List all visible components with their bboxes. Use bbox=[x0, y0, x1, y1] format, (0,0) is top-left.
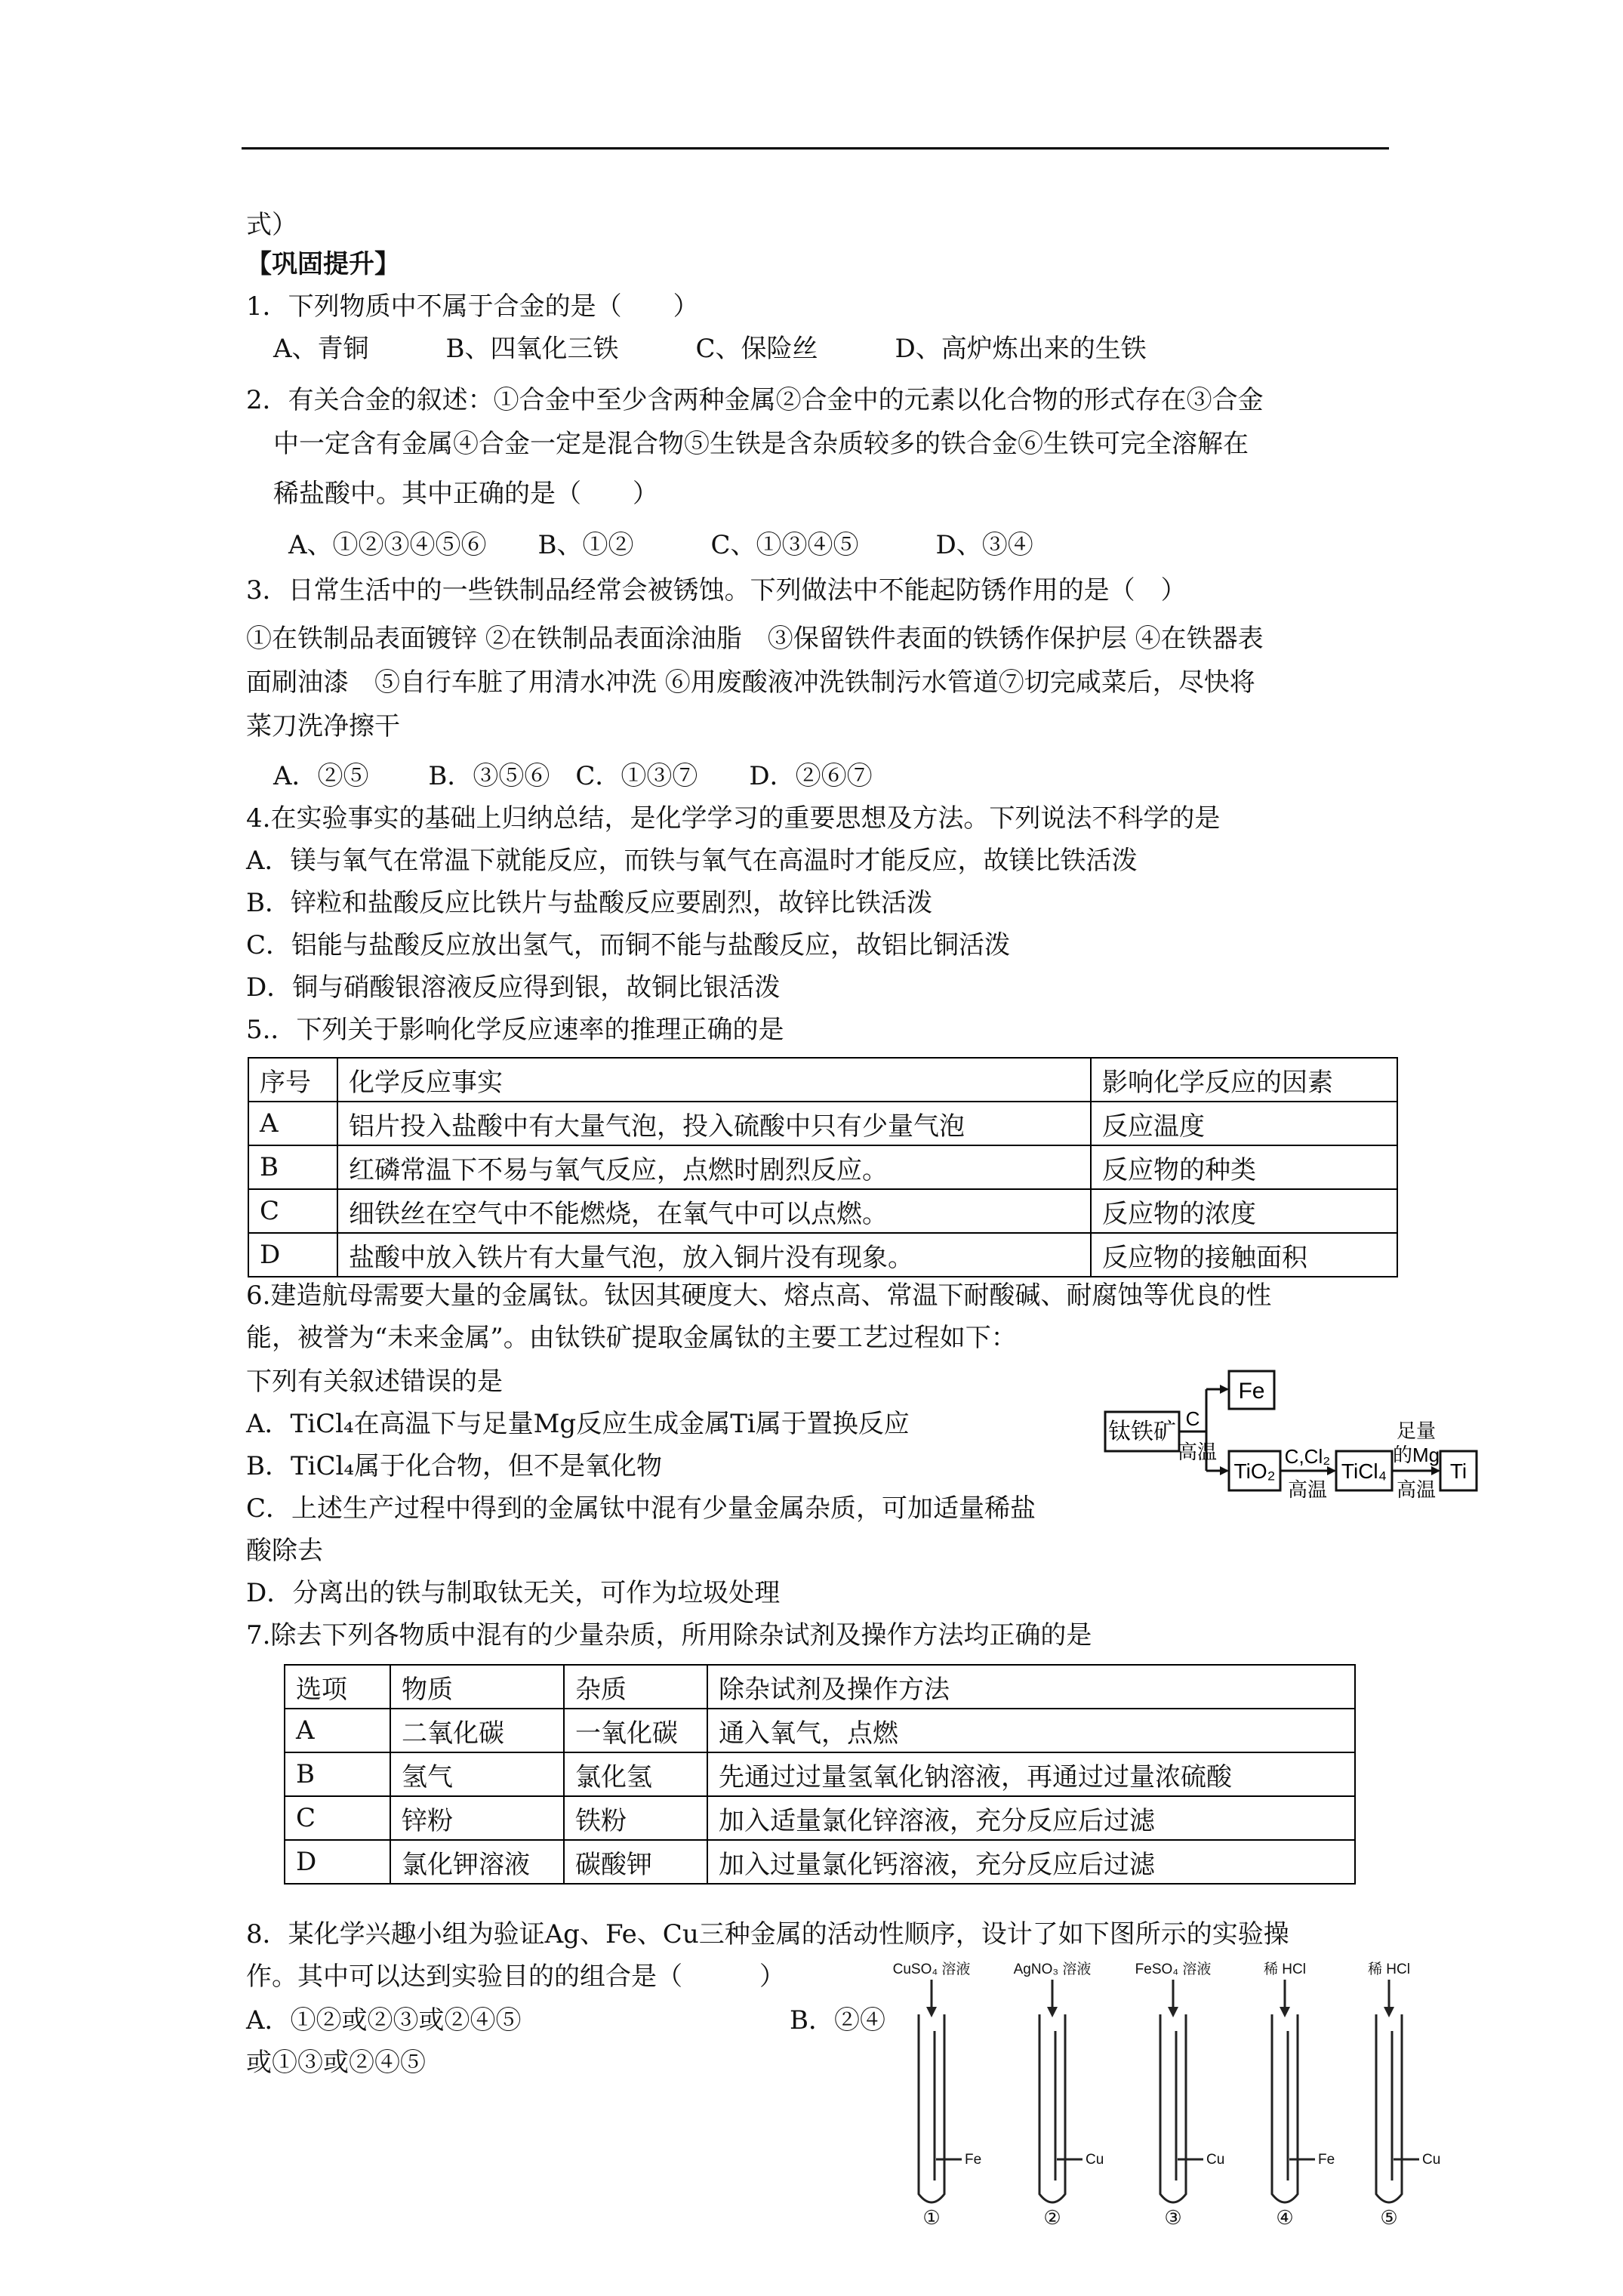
high-temp-label: 高温 bbox=[1396, 1478, 1437, 1501]
question-7: 7.除去下列各物质中混有的少量杂质，所用除杂试剂及操作方法均正确的是 bbox=[246, 1620, 1092, 1650]
metal-label: Cu bbox=[1086, 2152, 1104, 2168]
table-cell: 反应物的种类 bbox=[1091, 1145, 1397, 1189]
table-cell: D bbox=[285, 1840, 390, 1884]
table-row bbox=[285, 1665, 1355, 1709]
question-1: 1．下列物质中不属于合金的是（ ） bbox=[246, 291, 699, 322]
mg-label: 的Mg bbox=[1392, 1444, 1440, 1466]
question-8-option-b: B．②④ bbox=[790, 2005, 888, 2036]
table-row bbox=[285, 1840, 1355, 1884]
question-5: 5.．下列关于影响化学反应速率的推理正确的是 bbox=[246, 1015, 784, 1045]
question-6-option-b: B．TiCl₄属于化合物，但不是氧化物 bbox=[246, 1451, 663, 1481]
tube-number: ④ bbox=[1276, 2206, 1294, 2227]
question-3-options: A．②⑤ B．③⑤⑥ C．①③⑦ D．②⑥⑦ bbox=[273, 761, 873, 791]
table-cell: 加入适量氯化锌溶液，充分反应后过滤 bbox=[707, 1796, 1355, 1840]
table-cell: 一氧化碳 bbox=[564, 1709, 707, 1752]
table-cell: 细铁丝在空气中不能燃烧，在氧气中可以点燃。 bbox=[337, 1189, 1091, 1233]
table-row bbox=[285, 1796, 1355, 1840]
table-cell: 氢气 bbox=[390, 1752, 564, 1796]
table-cell: 反应物的接触面积 bbox=[1091, 1233, 1397, 1277]
table-cell: D bbox=[248, 1233, 337, 1277]
tube-number: ③ bbox=[1164, 2206, 1182, 2227]
table-header-cell: 序号 bbox=[248, 1058, 337, 1102]
question-8-line: 或①③或②④⑤ bbox=[246, 2048, 426, 2078]
question-2-line: 稀盐酸中。其中正确的是（ ） bbox=[273, 479, 658, 509]
table-cell: 铁粉 bbox=[564, 1796, 707, 1840]
fe-label: Fe bbox=[1238, 1379, 1265, 1404]
table-cell: A bbox=[285, 1709, 390, 1752]
reagent-label: AgNO₃ 溶液 bbox=[1013, 1962, 1092, 1977]
question-6-option-c: C．上述生产过程中得到的金属钛中混有少量金属杂质，可加适量稀盐 bbox=[246, 1493, 1036, 1524]
ticl4-label: TiCl₄ bbox=[1341, 1459, 1387, 1483]
tio2-label: TiO₂ bbox=[1233, 1459, 1276, 1483]
table-cell: 氯化氢 bbox=[564, 1752, 707, 1796]
metal-label: Fe bbox=[965, 2152, 982, 2168]
table-cell: B bbox=[285, 1752, 390, 1796]
table-row bbox=[248, 1189, 1397, 1233]
test-tube-figure bbox=[885, 1955, 1458, 2227]
c-cl2-label: C,Cl₂ bbox=[1284, 1445, 1331, 1468]
question-6-line: 能，被誉为“未来金属”。由钛铁矿提取金属钛的主要工艺过程如下： bbox=[246, 1323, 1017, 1353]
question-3: 3．日常生活中的一些铁制品经常会被锈蚀。下列做法中不能起防锈作用的是（ ） bbox=[246, 575, 1187, 606]
question-6-line: 下列有关叙述错误的是 bbox=[246, 1367, 503, 1397]
table-cell: 反应温度 bbox=[1091, 1102, 1397, 1145]
question-3-line: ①在铁制品表面镀锌 ②在铁制品表面涂油脂 ③保留铁件表面的铁锈作保护层 ④在铁器表 bbox=[246, 624, 1264, 654]
titanium-flow-diagram bbox=[1104, 1367, 1481, 1525]
table-row bbox=[285, 1709, 1355, 1752]
table-5 bbox=[248, 1057, 1398, 1277]
table-cell: 氯化钾溶液 bbox=[390, 1840, 564, 1884]
question-4-option-c: C．铝能与盐酸反应放出氢气，而铜不能与盐酸反应，故铝比铜活泼 bbox=[246, 930, 1011, 960]
table-header-cell: 选项 bbox=[285, 1665, 390, 1709]
table-cell: 先通过过量氢氧化钠溶液，再通过过量浓硫酸 bbox=[707, 1752, 1355, 1796]
table-cell: 二氧化碳 bbox=[390, 1709, 564, 1752]
tube-number: ① bbox=[922, 2206, 941, 2227]
table-7 bbox=[284, 1664, 1356, 1885]
question-6-option-a: A．TiCl₄在高温下与足量Mg反应生成金属Ti属于置换反应 bbox=[246, 1409, 910, 1439]
tube-number: ② bbox=[1043, 2206, 1061, 2227]
c-label: C bbox=[1185, 1407, 1200, 1430]
table-cell: B bbox=[248, 1145, 337, 1189]
section-heading: 【巩固提升】 bbox=[246, 249, 400, 279]
reagent-label: CuSO₄ 溶液 bbox=[892, 1962, 971, 1977]
table-cell: A bbox=[248, 1102, 337, 1145]
question-8-line: 作。其中可以达到实验目的的组合是（ ） bbox=[246, 1962, 785, 1992]
metal-label: Cu bbox=[1422, 2152, 1441, 2168]
table-header-cell: 除杂试剂及操作方法 bbox=[707, 1665, 1355, 1709]
reagent-label: 稀 HCl bbox=[1264, 1962, 1306, 1977]
table-cell: 铝片投入盐酸中有大量气泡，投入硫酸中只有少量气泡 bbox=[337, 1102, 1091, 1145]
question-4-option-a: A．镁与氧气在常温下就能反应，而铁与氧气在高温时才能反应，故镁比铁活泼 bbox=[246, 846, 1138, 876]
question-6: 6.建造航母需要大量的金属钛。钛因其硬度大、熔点高、常温下耐酸碱、耐腐蚀等优良的性 bbox=[246, 1281, 1272, 1311]
reagent-label: FeSO₄ 溶液 bbox=[1135, 1962, 1212, 1977]
question-3-line: 面刷油漆 ⑤自行车脏了用清水冲洗 ⑥用废酸液冲洗铁制污水管道⑦切完咸菜后，尽快将 bbox=[246, 667, 1255, 698]
question-8: 8．某化学兴趣小组为验证Ag、Fe、Cu三种金属的活动性顺序，设计了如下图所示的实验操 bbox=[246, 1919, 1289, 1949]
table-header-cell: 物质 bbox=[390, 1665, 564, 1709]
question-2-options: A、①②③④⑤⑥ B、①② C、①③④⑤ D、③④ bbox=[288, 530, 1033, 560]
ti-label: Ti bbox=[1449, 1459, 1467, 1483]
high-temp-label: 高温 bbox=[1287, 1478, 1328, 1501]
question-6-option-c-line: 酸除去 bbox=[246, 1536, 323, 1566]
question-2-line: 中一定含有金属④合金一定是混合物⑤生铁是含杂质较多的铁合金⑥生铁可完全溶解在 bbox=[273, 429, 1249, 459]
table-cell: 反应物的浓度 bbox=[1091, 1189, 1397, 1233]
table-cell: 加入过量氯化钙溶液，充分反应后过滤 bbox=[707, 1840, 1355, 1884]
reagent-label: 稀 HCl bbox=[1368, 1962, 1410, 1977]
table-row bbox=[248, 1145, 1397, 1189]
table-row bbox=[248, 1233, 1397, 1277]
tube-number: ⑤ bbox=[1380, 2206, 1398, 2227]
table-cell: C bbox=[285, 1796, 390, 1840]
question-8-option-a: A．①②或②③或②④⑤ bbox=[246, 2005, 522, 2036]
table-cell: 锌粉 bbox=[390, 1796, 564, 1840]
question-3-line: 菜刀洗净擦干 bbox=[246, 711, 400, 741]
ore-label: 钛铁矿 bbox=[1108, 1419, 1176, 1444]
question-4-option-d: D．铜与硝酸银溶液反应得到银，故铜比银活泼 bbox=[246, 972, 781, 1003]
header-rule bbox=[242, 147, 1389, 149]
table-cell: 红磷常温下不易与氧气反应，点燃时剧烈反应。 bbox=[337, 1145, 1091, 1189]
question-2: 2．有关合金的叙述：①合金中至少含两种金属②合金中的元素以化合物的形式存在③合金 bbox=[246, 385, 1264, 415]
question-4-option-b: B．锌粒和盐酸反应比铁片与盐酸反应要剧烈，故锌比铁活泼 bbox=[246, 888, 932, 918]
table-header-cell: 影响化学反应的因素 bbox=[1091, 1058, 1397, 1102]
table-cell: C bbox=[248, 1189, 337, 1233]
table-row bbox=[285, 1752, 1355, 1796]
sufficient-label: 足量 bbox=[1396, 1419, 1437, 1442]
text-line: 式） bbox=[246, 210, 297, 240]
table-cell: 碳酸钾 bbox=[564, 1840, 707, 1884]
table-header-cell: 化学反应事实 bbox=[337, 1058, 1091, 1102]
table-row bbox=[248, 1058, 1397, 1102]
table-row bbox=[248, 1102, 1397, 1145]
table-cell: 盐酸中放入铁片有大量气泡，放入铜片没有现象。 bbox=[337, 1233, 1091, 1277]
question-4: 4.在实验事实的基础上归纳总结，是化学学习的重要思想及方法。下列说法不科学的是 bbox=[246, 803, 1221, 834]
high-temp-label: 高温 bbox=[1177, 1441, 1218, 1463]
metal-label: Fe bbox=[1318, 2152, 1335, 2168]
question-1-options: A、青铜 B、四氧化三铁 C、保险丝 D、高炉炼出来的生铁 bbox=[273, 334, 1147, 364]
metal-label: Cu bbox=[1206, 2152, 1225, 2168]
table-header-cell: 杂质 bbox=[564, 1665, 707, 1709]
table-cell: 通入氧气，点燃 bbox=[707, 1709, 1355, 1752]
question-6-option-d: D．分离出的铁与制取钛无关，可作为垃圾处理 bbox=[246, 1578, 781, 1608]
